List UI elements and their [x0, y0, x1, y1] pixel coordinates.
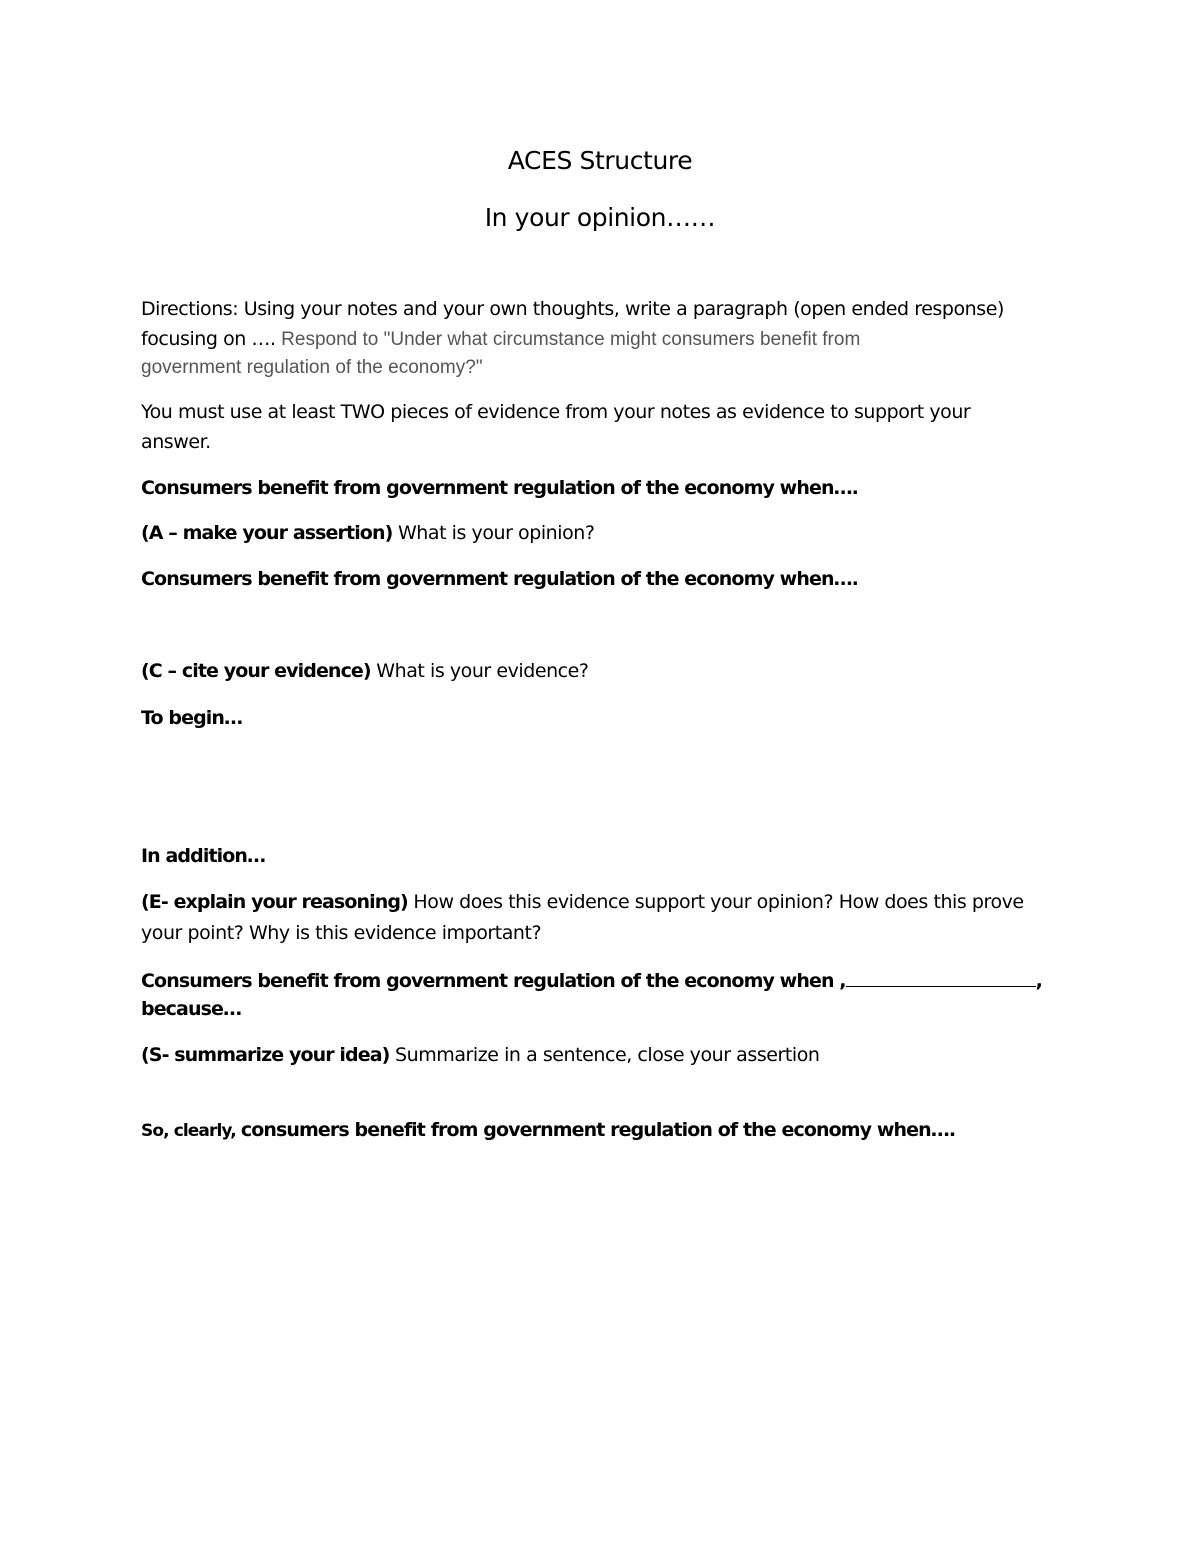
sentence-starter-3-text: Consumers benefit from government regulation of the economy when [141, 970, 840, 992]
cite-question: What is your evidence? [370, 660, 589, 682]
requirement-line-2: answer. [141, 431, 211, 453]
summarize-line [141, 1044, 819, 1066]
sentence-starter-3-line-2: because… [141, 998, 242, 1020]
assertion-label: (A – make your assertion) [141, 522, 393, 544]
closing-text: consumers benefit from government regulation of the economy when…. [240, 1119, 956, 1141]
sentence-starter-1: Consumers benefit from government regulation of the economy when…. [141, 477, 858, 499]
answer-blank [846, 968, 1036, 987]
cite-line [141, 660, 589, 682]
cite-label: (C – cite your evidence) [141, 660, 371, 682]
requirement-line-1: You must use at least TWO pieces of evidence from your notes as evidence to support your [141, 401, 971, 423]
directions-line-2 [141, 328, 860, 351]
blank-right-comma: , [1035, 970, 1042, 992]
in-addition: In addition… [141, 845, 266, 867]
closing-lead: So, clearly, [141, 1121, 241, 1141]
explain-line-1 [141, 891, 1024, 913]
sentence-starter-2: Consumers benefit from government regulation of the economy when…. [141, 568, 858, 590]
to-begin: To begin… [141, 707, 243, 729]
document-title: ACES Structure [507, 146, 693, 175]
directions-line-1: Directions: Using your notes and your own thoughts, write a paragraph (open ended response) [141, 298, 1004, 320]
explain-label: (E- explain your reasoning) [141, 891, 408, 913]
document-subtitle: In your opinion…… [484, 203, 716, 232]
blank-left-comma: , [839, 970, 846, 992]
explain-question-1: How does this evidence support your opinion? How does this prove [407, 891, 1024, 913]
directions-line-3: government regulation of the economy?" [141, 357, 483, 378]
summarize-label: (S- summarize your idea) [141, 1044, 390, 1066]
explain-question-2: your point? Why is this evidence important? [141, 922, 542, 944]
directions-prompt: Respond to "Under what circumstance might consumers benefit from [281, 329, 861, 350]
closing-line [141, 1119, 955, 1141]
directions-lead: focusing on …. [141, 328, 282, 350]
sentence-starter-3 [141, 968, 1042, 992]
assertion-line [141, 522, 595, 544]
assertion-question: What is your opinion? [392, 522, 595, 544]
summarize-question: Summarize in a sentence, close your assertion [389, 1044, 820, 1066]
